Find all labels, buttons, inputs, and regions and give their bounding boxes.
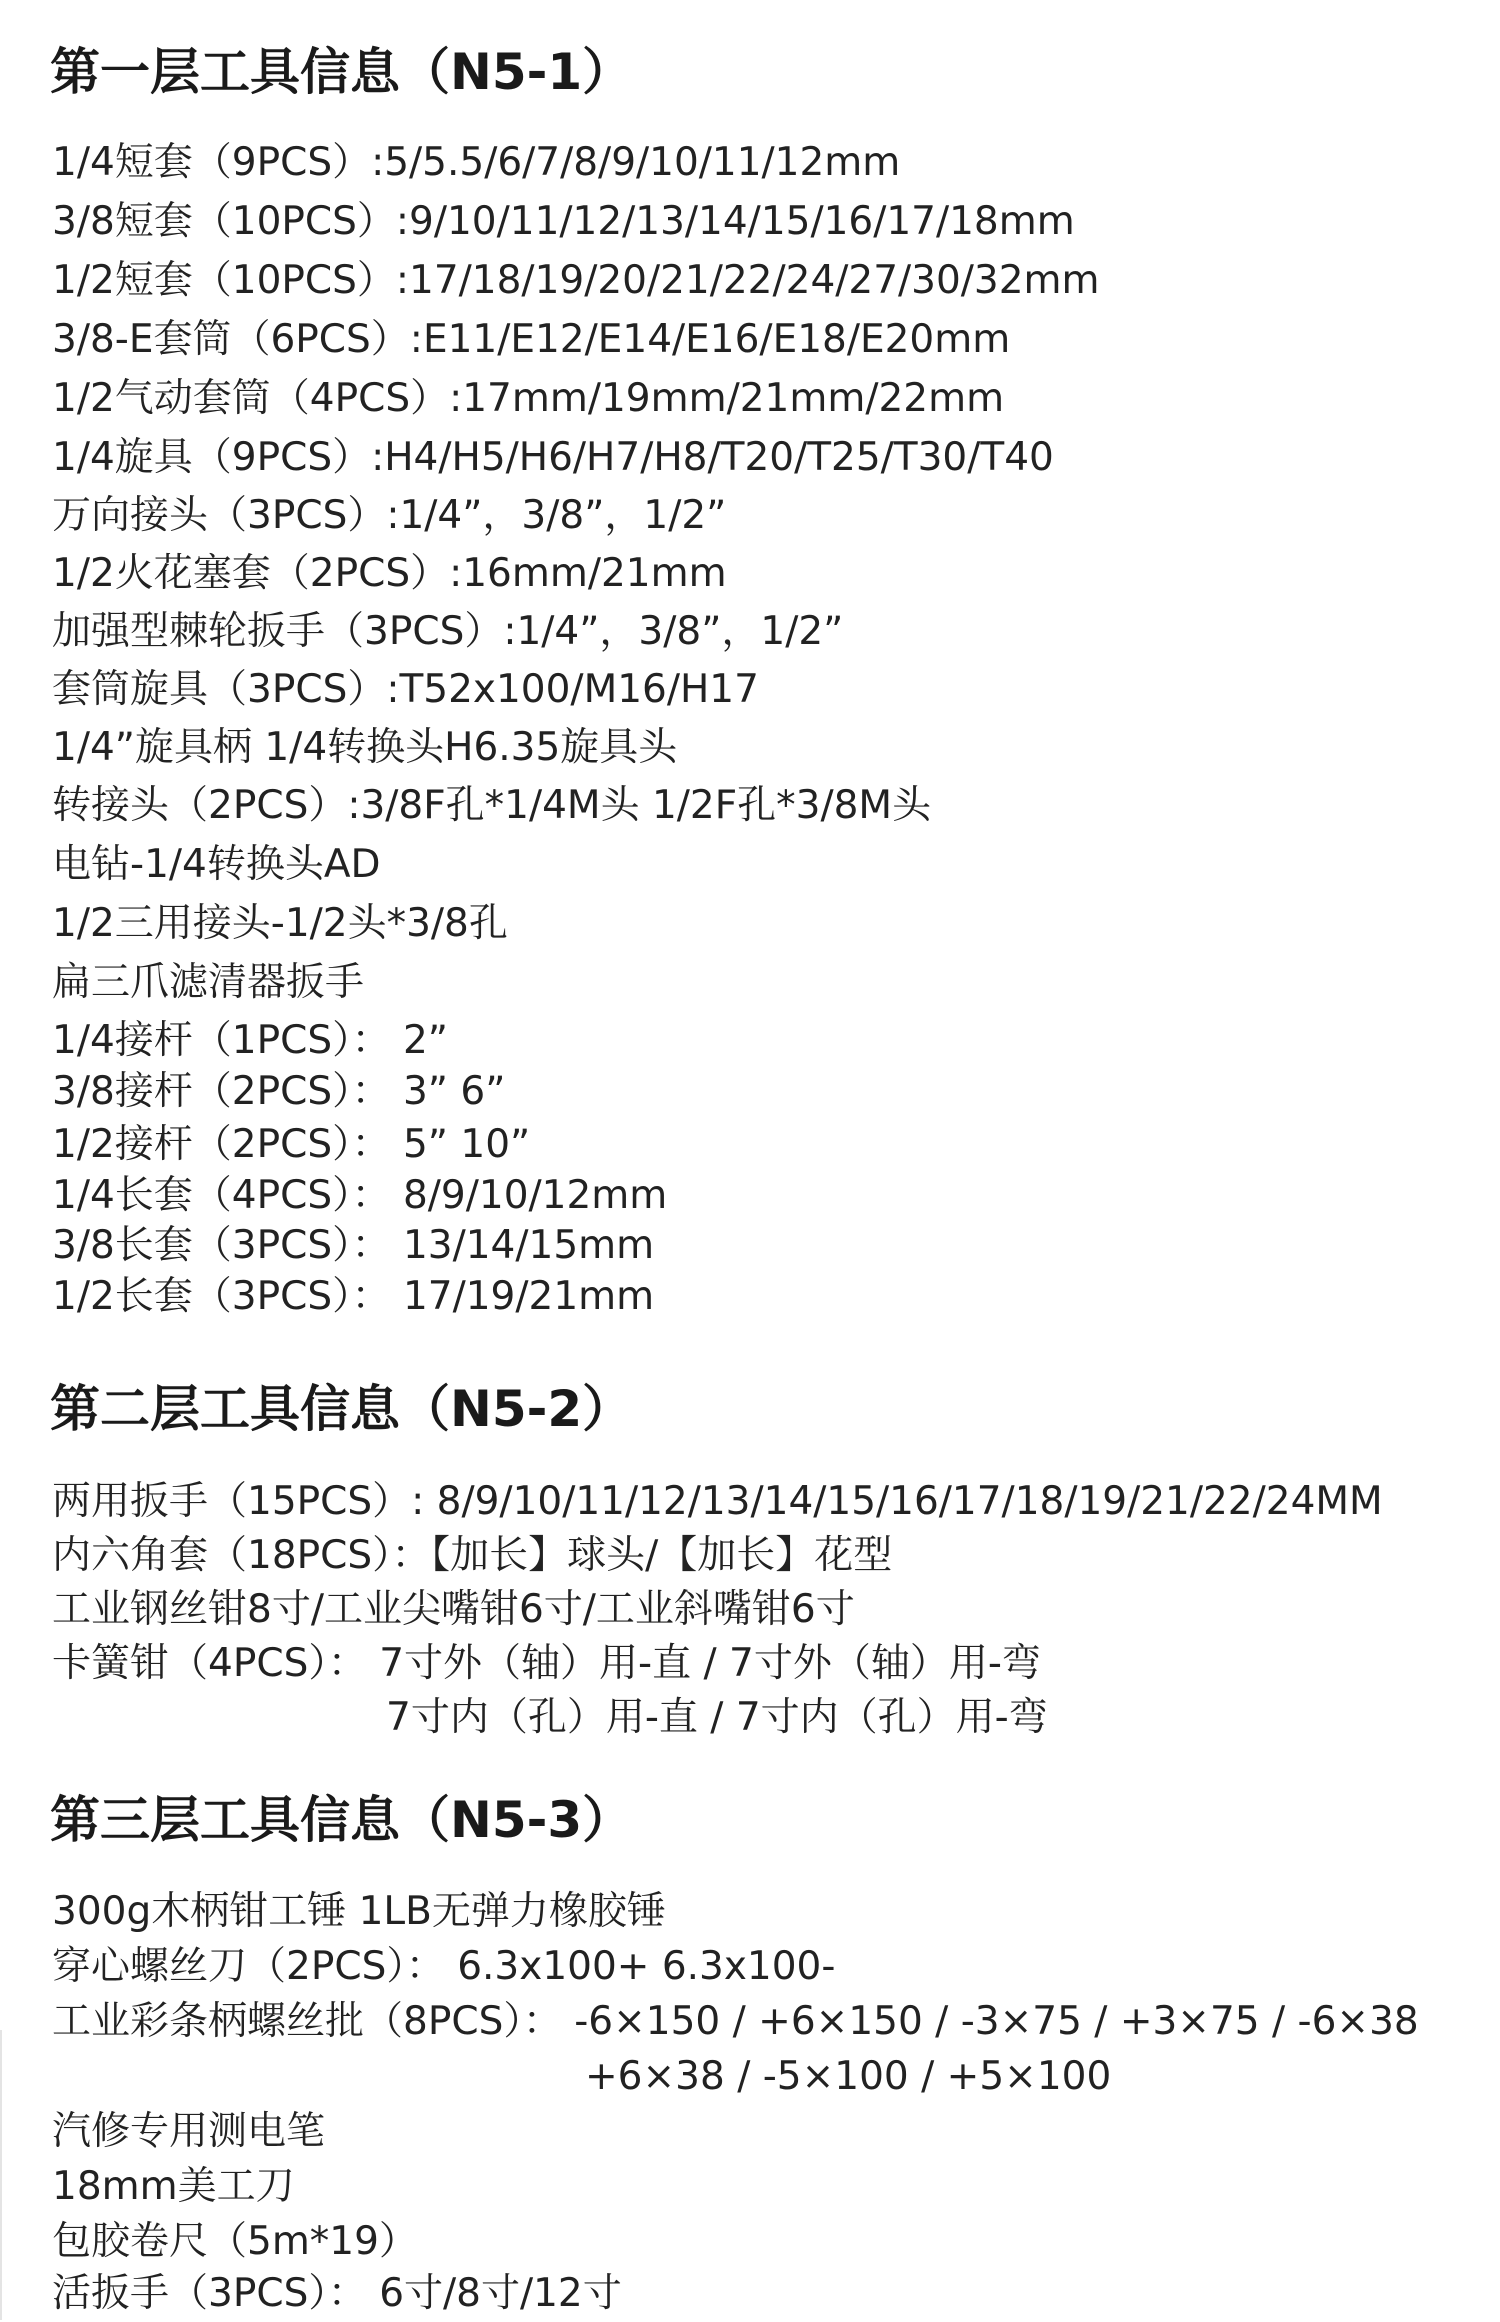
- list-item: 1/2气动套筒（4PCS）:17mm/19mm/21mm/22mm: [52, 376, 1005, 421]
- list-item: 1/4接杆（1PCS）： 2”: [52, 1018, 448, 1063]
- list-item: 卡簧钳（4PCS）： 7寸外（轴）用-直 / 7寸外（轴）用-弯: [52, 1641, 1041, 1686]
- list-item-continuation: 7寸内（孔）用-直 / 7寸内（孔）用-弯: [386, 1695, 1048, 1740]
- section-title-layer-2: 第二层工具信息（N5-2）: [50, 1380, 633, 1438]
- list-item: 3/8长套（3PCS）： 13/14/15mm: [52, 1223, 655, 1268]
- list-item: 1/2短套（10PCS）:17/18/19/20/21/22/24/27/30/32mm: [52, 258, 1100, 303]
- list-item: 转接头（2PCS）:3/8F孔*1/4M头 1/2F孔*3/8M头: [52, 783, 932, 828]
- list-item: 1/2火花塞套（2PCS）:16mm/21mm: [52, 551, 727, 596]
- section-title-layer-1: 第一层工具信息（N5-1）: [50, 43, 633, 101]
- list-item: 1/4长套（4PCS）： 8/9/10/12mm: [52, 1173, 668, 1218]
- list-item: 扁三爪滤清器扳手: [52, 960, 365, 1005]
- list-item: 3/8短套（10PCS）:9/10/11/12/13/14/15/16/17/18mm: [52, 199, 1075, 244]
- list-item: 包胶卷尺（5m*19）: [52, 2219, 418, 2264]
- list-item: 300g木柄钳工锤 1LB无弹力橡胶锤: [52, 1889, 666, 1934]
- list-item: 18mm美工刀: [52, 2164, 295, 2209]
- list-item: 工业彩条柄螺丝批（8PCS）： -6×150 / +6×150 / -3×75 / +3×75 / -6×38: [52, 1999, 1419, 2044]
- list-item: 电钻-1/4转换头AD: [52, 842, 381, 887]
- list-item-continuation: +6×38 / -5×100 / +5×100: [585, 2054, 1112, 2099]
- list-item: 两用扳手（15PCS）: 8/9/10/11/12/13/14/15/16/17/18/19/21/22/24MM: [52, 1479, 1383, 1524]
- list-item: 万向接头（3PCS）:1/4”，3/8”，1/2”: [52, 493, 727, 538]
- section-title-layer-3: 第三层工具信息（N5-3）: [50, 1791, 633, 1849]
- list-item: 3/8-E套筒（6PCS）:E11/E12/E14/E16/E18/E20mm: [52, 317, 1011, 362]
- list-item: 内六角套（18PCS）：【加长】球头/【加长】花型: [52, 1533, 893, 1578]
- list-item: 1/2长套（3PCS）： 17/19/21mm: [52, 1274, 655, 1319]
- list-item: 穿心螺丝刀（2PCS）： 6.3x100+ 6.3x100-: [52, 1944, 836, 1989]
- list-item: 1/4短套（9PCS）:5/5.5/6/7/8/9/10/11/12mm: [52, 140, 901, 185]
- list-item: 套筒旋具（3PCS）:T52x100/M16/H17: [52, 667, 759, 712]
- list-item: 工业钢丝钳8寸/工业尖嘴钳6寸/工业斜嘴钳6寸: [52, 1587, 855, 1632]
- list-item: 汽修专用测电笔: [52, 2109, 326, 2154]
- list-item: 1/4”旋具柄 1/4转换头H6.35旋具头: [52, 725, 678, 770]
- list-item: 1/4旋具（9PCS）:H4/H5/H6/H7/H8/T20/T25/T30/T40: [52, 435, 1054, 480]
- left-edge-divider: [0, 2030, 2, 2320]
- list-item: 1/2接杆（2PCS）： 5” 10”: [52, 1122, 531, 1167]
- list-item: 活扳手（3PCS）： 6寸/8寸/12寸: [52, 2271, 622, 2316]
- list-item: 3/8接杆（2PCS）： 3” 6”: [52, 1069, 506, 1114]
- list-item: 加强型棘轮扳手（3PCS）:1/4”，3/8”，1/2”: [52, 609, 844, 654]
- list-item: 1/2三用接头-1/2头*3/8孔: [52, 901, 508, 946]
